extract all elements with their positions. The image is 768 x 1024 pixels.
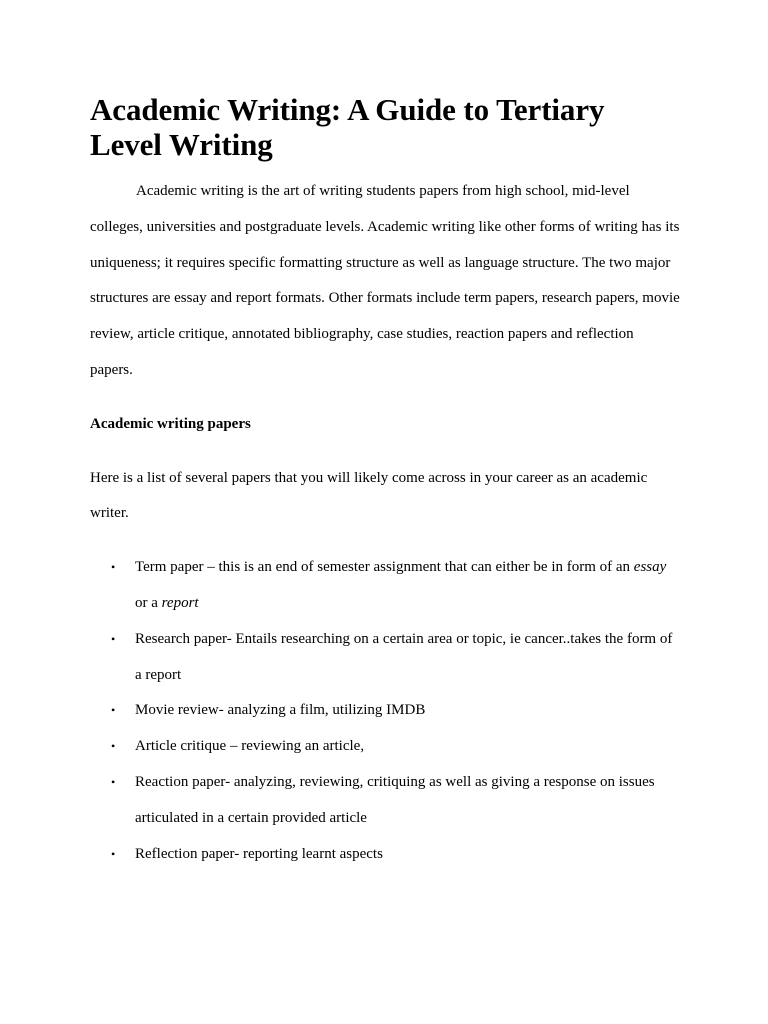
bullet-icon: • bbox=[111, 703, 116, 718]
list-item bbox=[90, 550, 680, 622]
paper-types-list bbox=[90, 550, 680, 872]
list-item bbox=[90, 765, 680, 837]
list-item bbox=[90, 622, 680, 694]
list-item bbox=[90, 729, 680, 765]
bullet-icon: • bbox=[111, 560, 116, 575]
bullet-icon: • bbox=[111, 739, 116, 754]
list-item-text: Reaction paper- analyzing, reviewing, critiquing as well as giving a response on issues articulated in a certain provided article bbox=[135, 773, 655, 826]
list-item-text: Research paper- Entails researching on a certain area or topic, ie cancer..takes the form of a report bbox=[135, 630, 673, 683]
list-item-text-part: or a bbox=[135, 594, 162, 611]
list-item-emphasis: report bbox=[161, 594, 199, 611]
section-heading: Academic writing papers bbox=[90, 415, 251, 432]
list-item bbox=[90, 693, 680, 729]
list-item-text bbox=[135, 559, 666, 611]
list-item-emphasis: essay bbox=[633, 559, 667, 576]
list-intro-paragraph: Here is a list of several papers that you will likely come across in your career as an academic writer. bbox=[90, 469, 648, 522]
document-title: Academic Writing: A Guide to Tertiary Level Writing bbox=[90, 92, 605, 162]
document-page bbox=[90, 92, 680, 872]
list-item bbox=[90, 837, 680, 873]
intro-paragraph: Academic writing is the art of writing students papers from high school, mid-level colleges, universities and postgraduate levels. Academic writing like other forms of writing has its uniqueness; it requires specific formatting structure as well as language structure. The two major structures are essay and report formats. Other formats include term papers, research papers, movie review, article critique, annotated bibliography, case studies, reaction papers and reflection papers. bbox=[90, 183, 680, 378]
list-item-text: Movie review- analyzing a film, utilizing IMDB bbox=[135, 702, 426, 719]
list-item-text: Reflection paper- reporting learnt aspects bbox=[135, 845, 383, 862]
list-item-text: Article critique – reviewing an article, bbox=[135, 738, 365, 755]
bullet-icon: • bbox=[111, 774, 116, 789]
list-item-text-part: Term paper – this is an end of semester assignment that can either be in form of an bbox=[135, 559, 634, 576]
bullet-icon: • bbox=[111, 846, 116, 861]
bullet-icon: • bbox=[111, 631, 116, 646]
